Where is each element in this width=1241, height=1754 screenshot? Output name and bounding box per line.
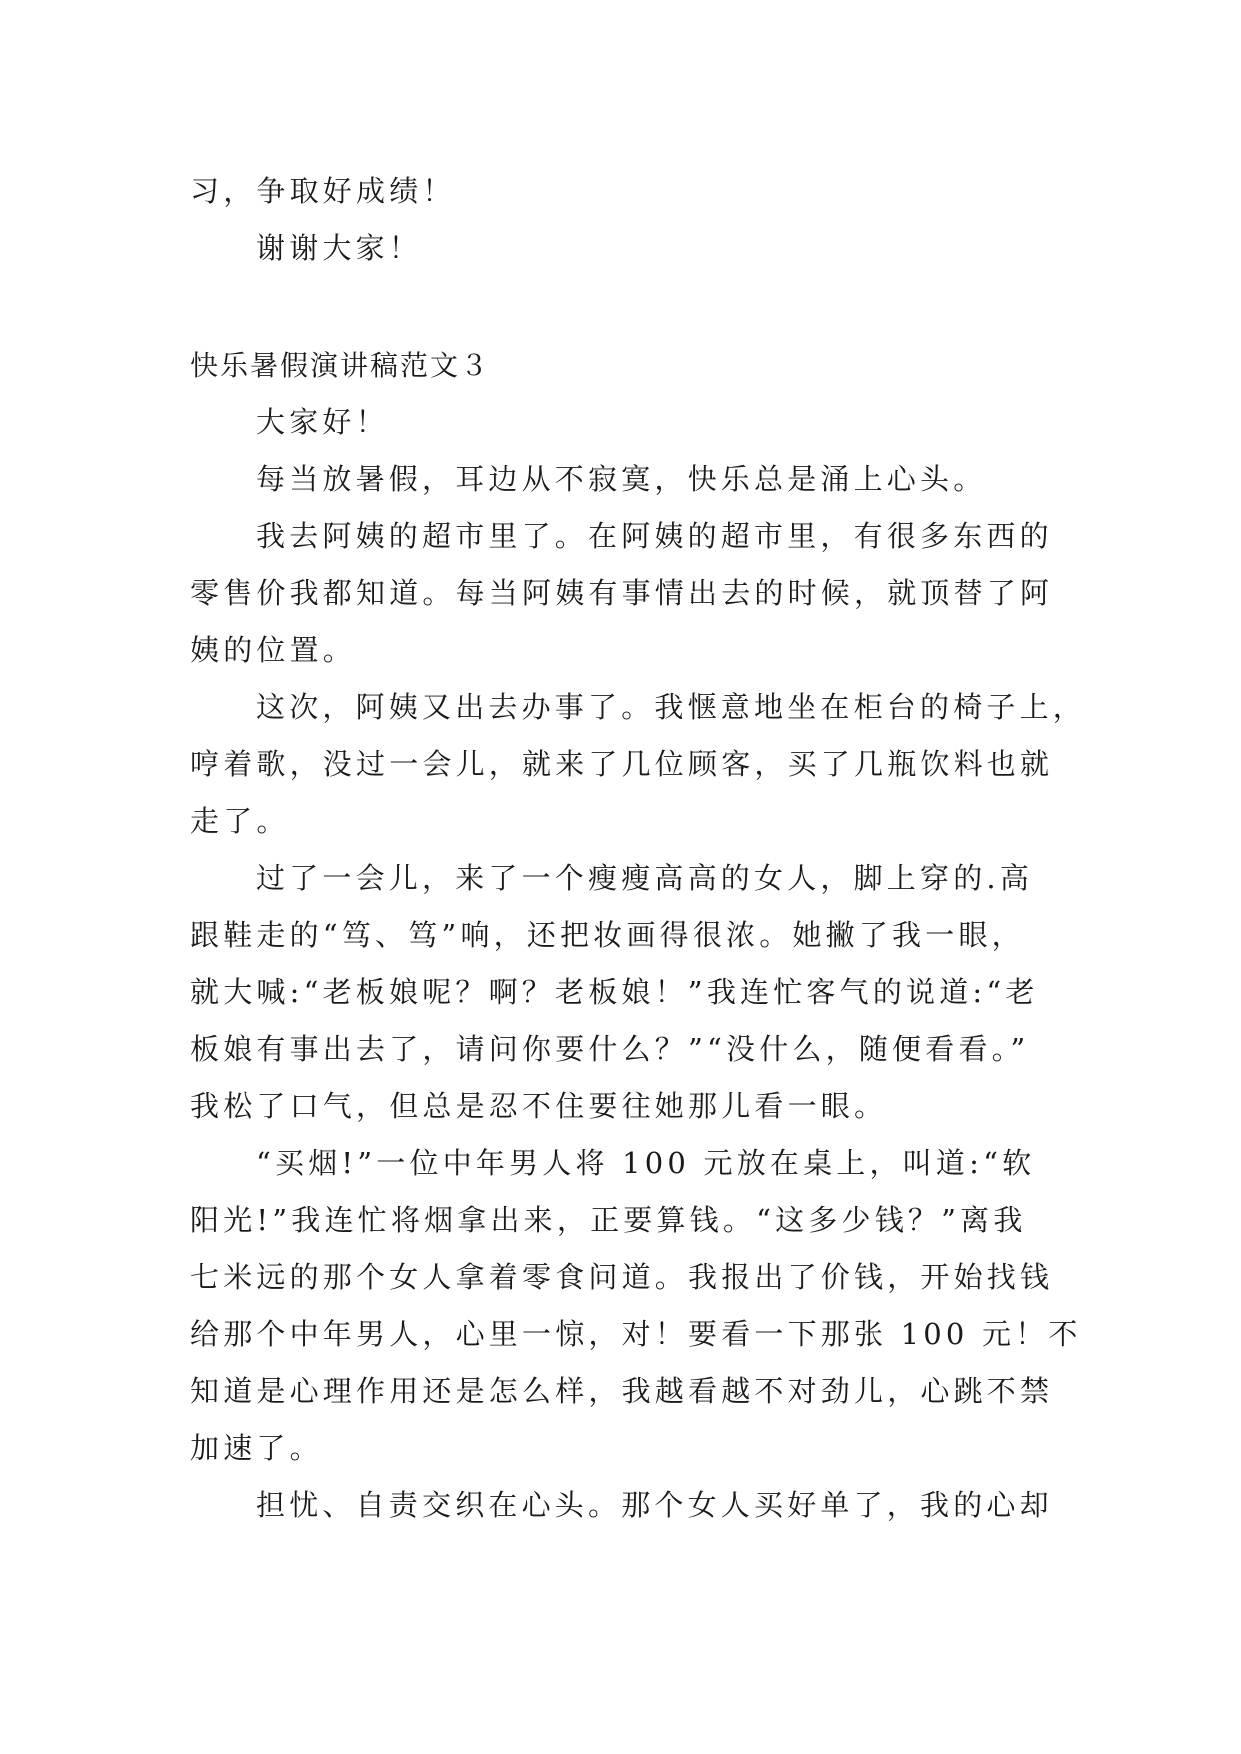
text-line: 担忧、自责交织在心头。那个女人买好单了，我的心却 <box>256 1488 1053 1522</box>
text-line: 加速了。 <box>190 1431 323 1465</box>
section-title: 快乐暑假演讲稿范文３ <box>190 349 491 382</box>
text-line: 走了。 <box>190 804 290 838</box>
text-line: “买烟!”一位中年男人将 100 元放在桌上，叫道:“软 <box>256 1146 1036 1180</box>
text-line: 习，争取好成绩！ <box>190 174 456 208</box>
text-line: 每当放暑假，耳边从不寂寞，快乐总是涌上心头。 <box>256 462 987 496</box>
text-line: 七米远的那个女人拿着零食问道。我报出了价钱，开始找钱 <box>190 1260 1054 1294</box>
text-line: 我松了口气，但总是忍不住要往她那儿看一眼。 <box>190 1089 888 1123</box>
paragraph-gap <box>190 277 1058 337</box>
text-line: 这次，阿姨又出去办事了。我惬意地坐在柜台的椅子上， <box>256 690 1087 724</box>
text-line: 姨的位置。 <box>190 633 357 667</box>
text-line: 哼着歌，没过一会儿，就来了几位顾客，买了几瓶饮料也就 <box>190 747 1054 781</box>
text-line: 阳光!”我连忙将烟拿出来，正要算钱。“这多少钱？”离我 <box>190 1203 1027 1237</box>
text-line: 零售价我都知道。每当阿姨有事情出去的时候，就顶替了阿 <box>190 576 1054 610</box>
text-line: 板娘有事出去了，请问你要什么？”“没什么，随便看看。” <box>190 1032 1030 1066</box>
text-line: 给那个中年男人，心里一惊，对！要看一下那张 100 元！不 <box>190 1317 1082 1351</box>
text-line: 谢谢大家！ <box>256 231 423 265</box>
text-line: 跟鞋走的“笃、笃”响，还把妆画得很浓。她撇了我一眼， <box>190 918 1025 952</box>
text-line: 知道是心理作用还是怎么样，我越看越不对劲儿，心跳不禁 <box>190 1374 1054 1408</box>
text-line: 过了一会儿，来了一个瘦瘦高高的女人，脚上穿的.高 <box>256 861 1034 895</box>
text-line: 大家好！ <box>256 405 389 439</box>
text-line: 就大喊:“老板娘呢？啊？老板娘！”我连忙客气的说道:“老 <box>190 975 1039 1009</box>
document-body <box>190 163 1087 1534</box>
text-line: 我去阿姨的超市里了。在阿姨的超市里，有很多东西的 <box>256 519 1053 553</box>
